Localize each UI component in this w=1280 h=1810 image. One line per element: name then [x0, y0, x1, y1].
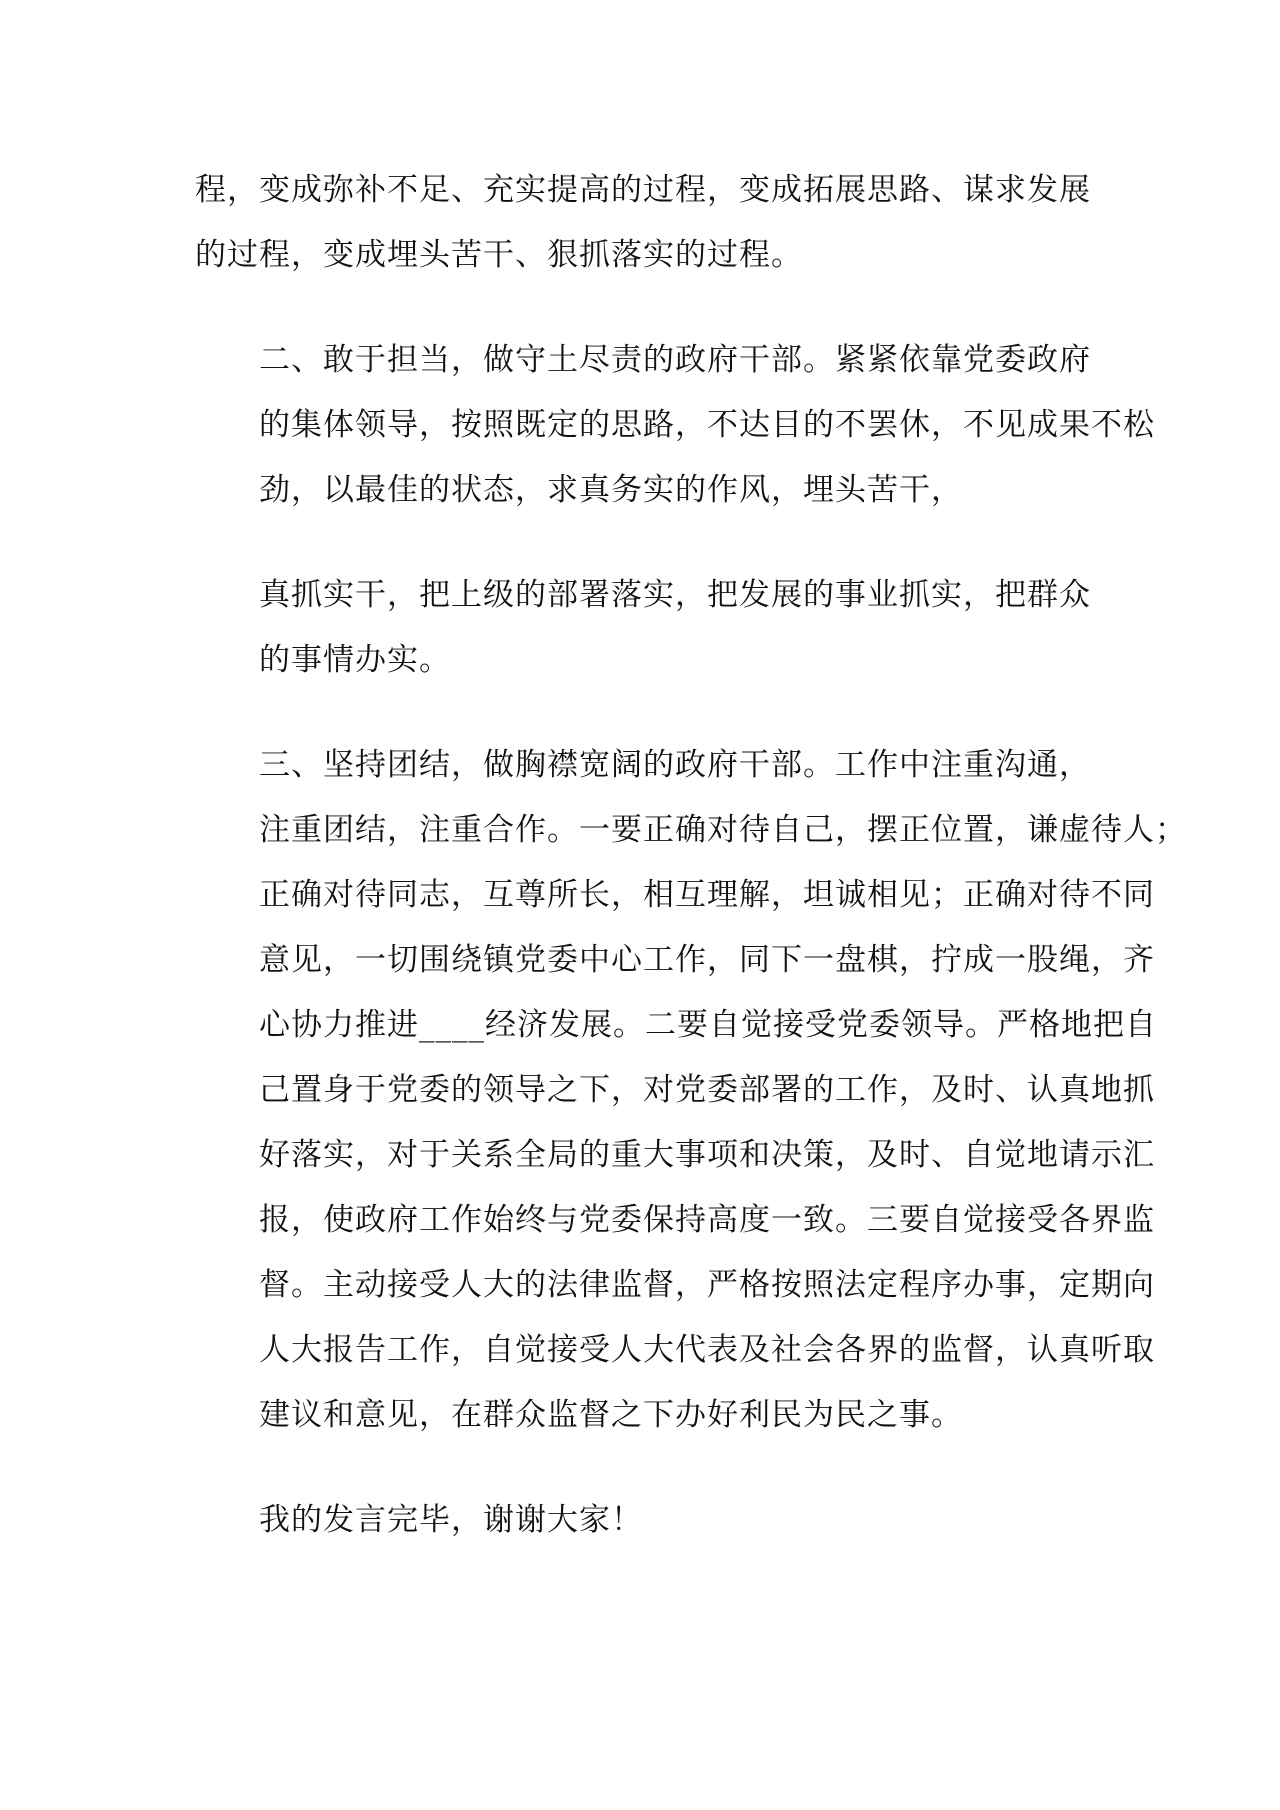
text-line: 的事情办实。	[259, 642, 451, 678]
text-line: 三、坚持团结，做胸襟宽阔的政府干部。工作中注重沟通，	[259, 747, 1091, 783]
text-line: 督。主动接受人大的法律监督，严格按照法定程序办事，定期向	[259, 1267, 1155, 1303]
paragraph-section-two	[195, 328, 1155, 523]
text-line: 我的发言完毕，谢谢大家！	[259, 1502, 643, 1538]
document-body	[195, 158, 1187, 1553]
text-line: 人大报告工作，自觉接受人大代表及社会各界的监督，认真听取	[259, 1332, 1155, 1368]
text-line: 注重团结，注重合作。一要正确对待自己，摆正位置，谦虚待人；	[259, 812, 1187, 848]
text-line: 建议和意见，在群众监督之下办好利民为民之事。	[259, 1397, 963, 1433]
paragraph-section-three	[195, 733, 1187, 1448]
text-line: 好落实，对于关系全局的重大事项和决策，及时、自觉地请示汇	[259, 1137, 1155, 1173]
paragraph-closing	[195, 1488, 1095, 1553]
text-line: 报，使政府工作始终与党委保持高度一致。三要自觉接受各界监	[259, 1202, 1155, 1238]
text-line: 程，变成弥补不足、充实提高的过程，变成拓展思路、谋求发展	[195, 172, 1091, 208]
text-line: 己置身于党委的领导之下，对党委部署的工作，及时、认真地抓	[259, 1072, 1155, 1108]
text-line: 劲，以最佳的状态，求真务实的作风，埋头苦干，	[259, 472, 963, 508]
text-line: 的过程，变成埋头苦干、狠抓落实的过程。	[195, 237, 803, 273]
paragraph-continuation	[195, 158, 1095, 288]
text-line: 意见，一切围绕镇党委中心工作，同下一盘棋，拧成一股绳，齐	[259, 942, 1155, 978]
text-line: 心协力推进____经济发展。二要自觉接受党委领导。严格地把自	[259, 1007, 1157, 1043]
text-line: 二、敢于担当，做守土尽责的政府干部。紧紧依靠党委政府	[259, 342, 1091, 378]
paragraph-section-two-continued	[195, 563, 1095, 693]
text-line: 正确对待同志，互尊所长，相互理解，坦诚相见；正确对待不同	[259, 877, 1155, 913]
text-line: 真抓实干，把上级的部署落实，把发展的事业抓实，把群众	[259, 577, 1091, 613]
text-line: 的集体领导，按照既定的思路，不达目的不罢休，不见成果不松	[259, 407, 1155, 443]
